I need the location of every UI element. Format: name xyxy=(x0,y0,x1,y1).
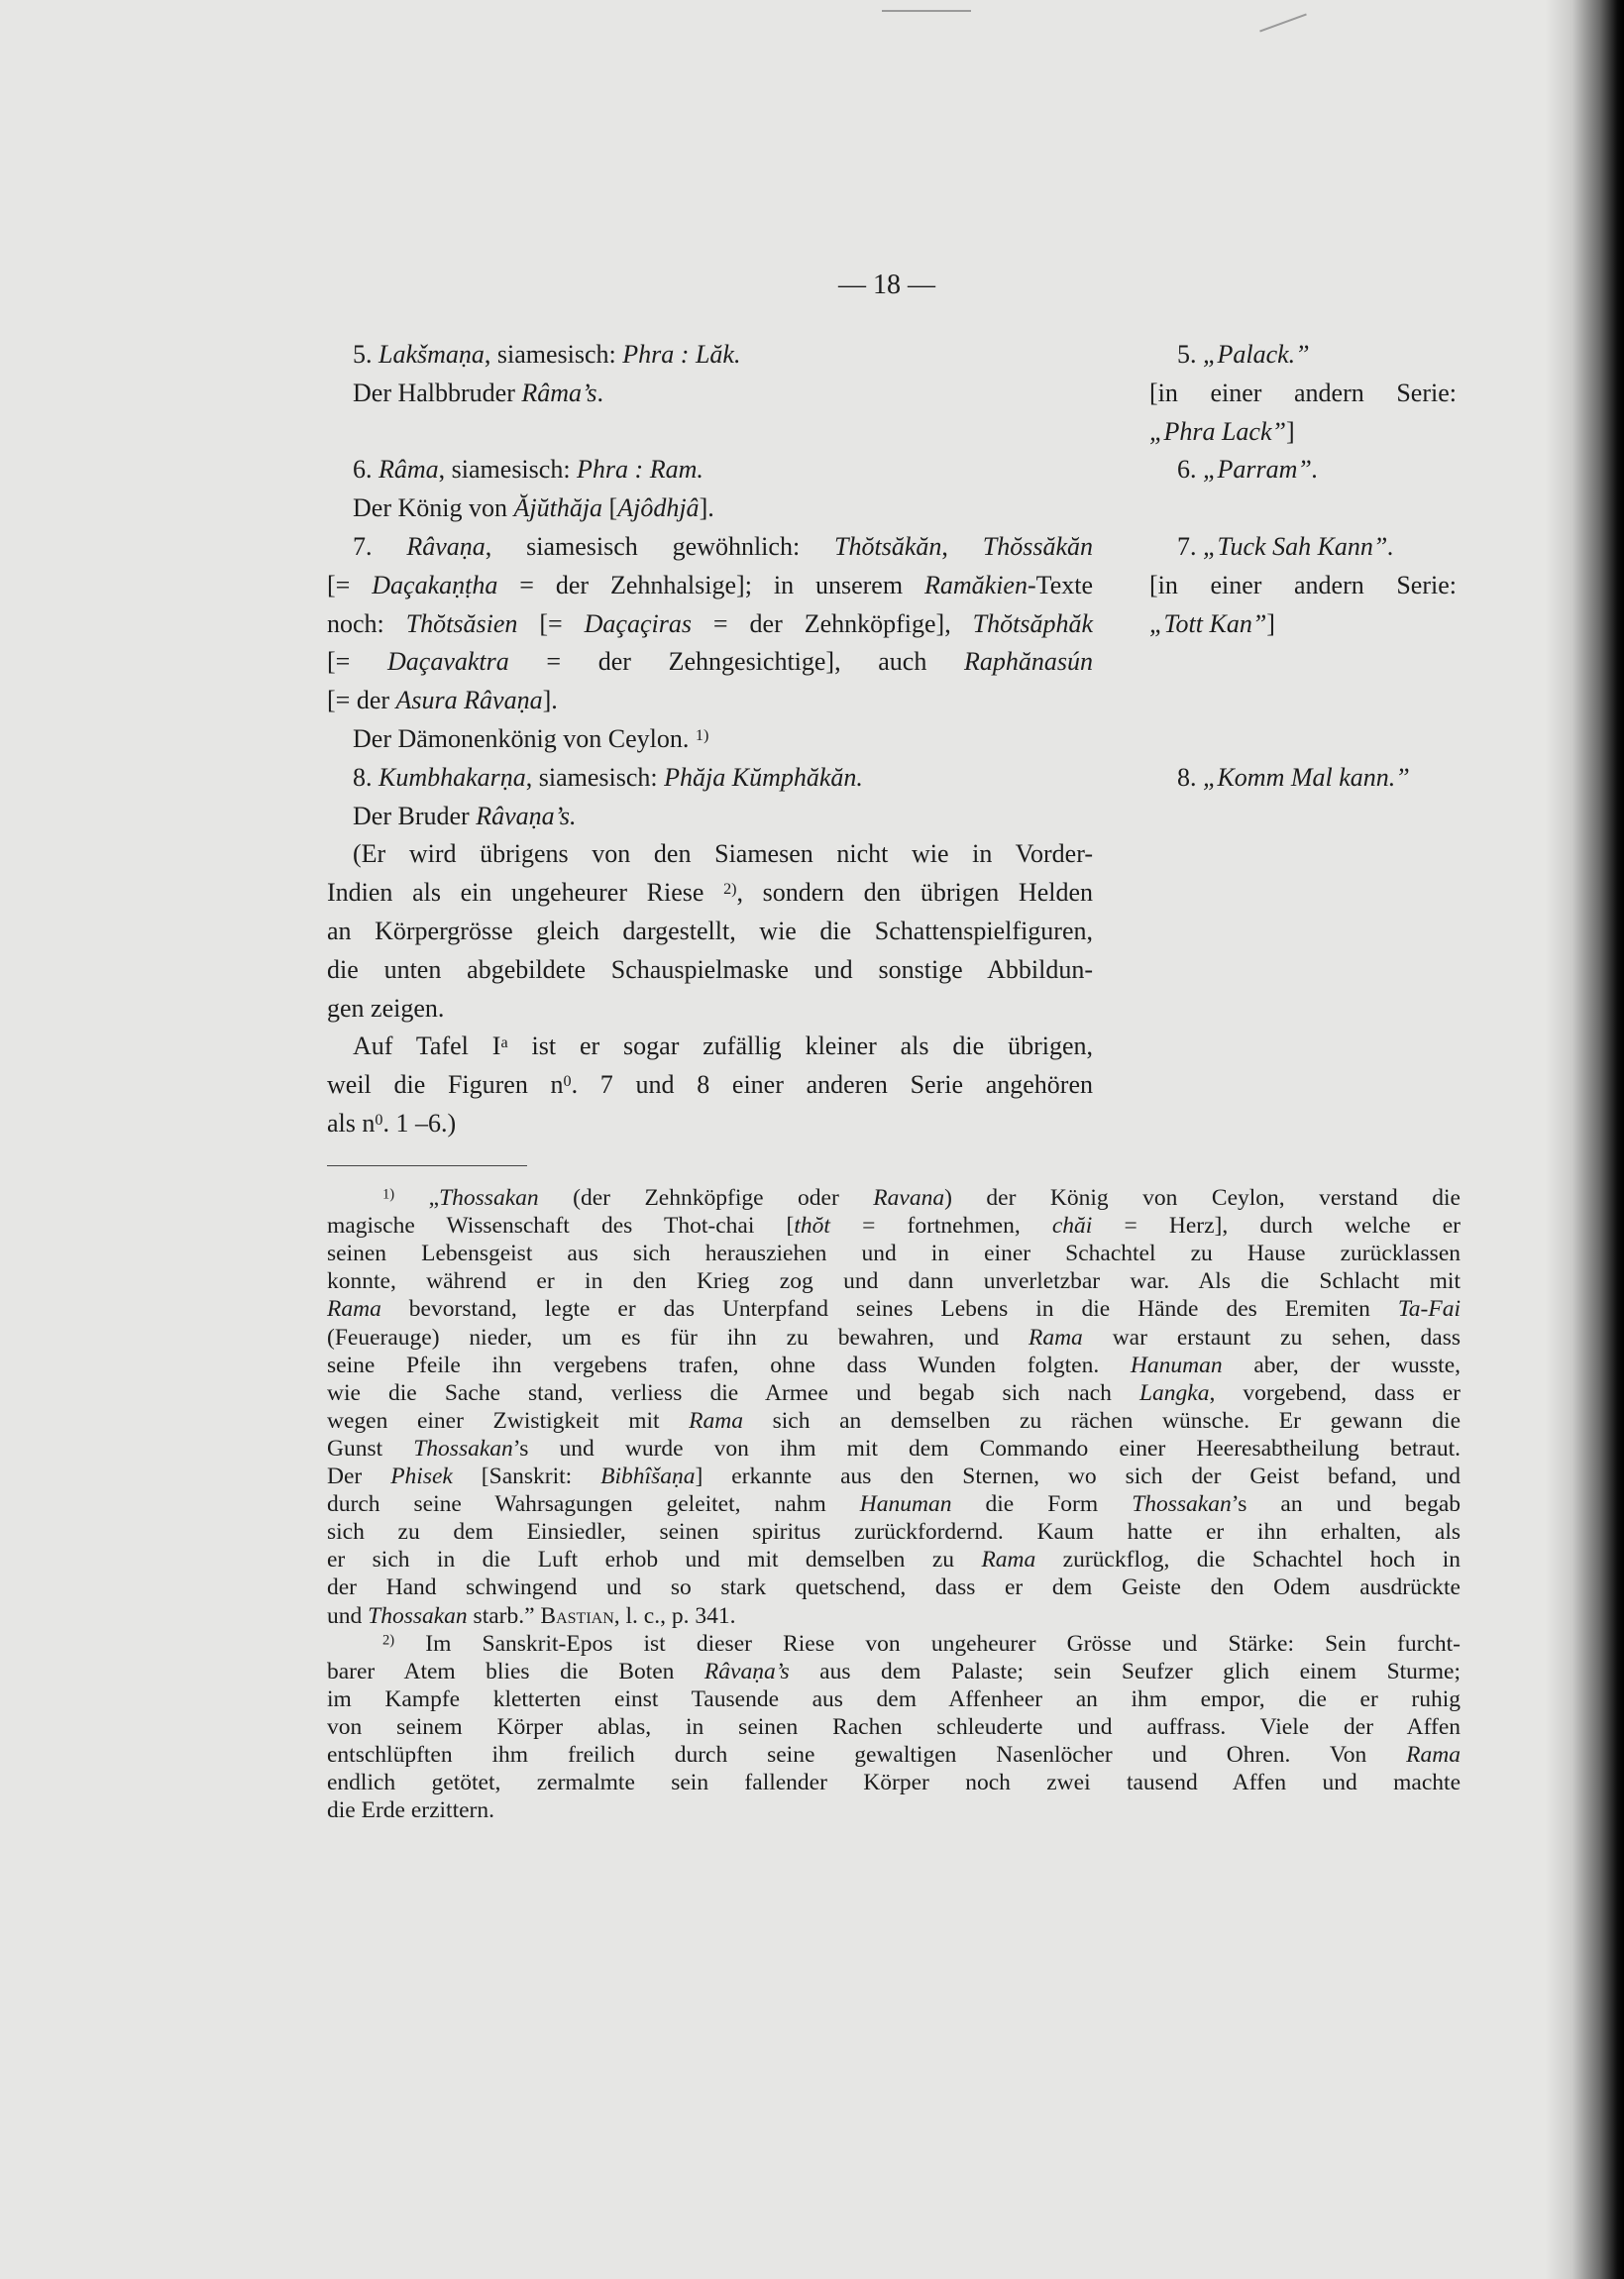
text-segment: 5. xyxy=(1177,340,1203,369)
text-line xyxy=(327,643,1093,682)
text-line xyxy=(1149,720,1457,759)
italic-term: „Phra Lack” xyxy=(1149,416,1286,446)
footnote-line xyxy=(327,1630,1461,1658)
text-segment: Der Bruder xyxy=(353,801,477,830)
text-segment: [= xyxy=(327,647,387,677)
text-segment: ]. xyxy=(699,493,714,523)
text-segment: ) der König von Ceylon, verstand die xyxy=(944,1185,1461,1211)
text-segment: [ xyxy=(602,493,618,523)
text-segment: [= xyxy=(327,570,373,599)
footnotes xyxy=(327,1184,1461,1838)
text-segment: aber, der wusste, xyxy=(1222,1352,1461,1378)
text-segment: ] xyxy=(1266,608,1275,638)
text-segment: konnte, während er in den Krieg zog und dann unverletzbar war. Als die Schlacht mit xyxy=(327,1268,1461,1295)
text-segment: = Herz], durch welche er xyxy=(1092,1213,1462,1240)
italic-term: Bibhîšaṇa xyxy=(600,1464,696,1489)
superscript-marker: 2) xyxy=(382,1632,395,1649)
text-segment: ] erkannte aus den Sternen, wo sich der Geist befand, und xyxy=(695,1464,1461,1489)
text-segment: „ xyxy=(394,1185,440,1211)
text-segment: Der xyxy=(327,1464,391,1489)
italic-term: Râma’s xyxy=(521,378,597,407)
italic-term: Thŏssăkăn xyxy=(982,532,1093,561)
text-segment: entschlüpften ihm freilich durch seine gewaltigen Nasenlöcher und Ohren. Von xyxy=(327,1742,1407,1768)
text-line xyxy=(327,375,1093,413)
footnote-line xyxy=(327,1435,1461,1463)
italic-term: Asura Râvaṇa xyxy=(395,686,543,715)
footnote-line xyxy=(327,1769,1461,1796)
italic-term: „Tott Kan” xyxy=(1149,608,1267,638)
text-segment: aus dem Palaste; sein Seufzer glich einem Sturme; xyxy=(789,1658,1461,1684)
footnote-line xyxy=(327,1490,1461,1518)
text-segment: bevorstand, legte er das Unterpfand seines Lebens in die Hände des Eremiten xyxy=(380,1296,1398,1323)
text-segment: [in einer andern Serie: xyxy=(1149,378,1457,407)
footnote-line xyxy=(327,1407,1461,1435)
italic-term: Rama xyxy=(327,1296,381,1323)
text-segment: von seinem Körper ablas, in seinen Rachen schleuderte und auffrass. Viele der Affen xyxy=(327,1713,1461,1740)
text-segment: war erstaunt zu sehen, dass xyxy=(1082,1324,1461,1351)
text-segment: 8. xyxy=(353,762,379,792)
text-line xyxy=(1149,528,1457,567)
footnote-line xyxy=(327,1324,1461,1352)
text-segment: 5. xyxy=(353,340,379,369)
footnote-line xyxy=(327,1574,1461,1601)
text-segment: (der Zehnköpfige oder xyxy=(538,1185,874,1211)
text-segment: starb.” xyxy=(467,1602,541,1629)
text-line xyxy=(327,874,1093,913)
text-segment: (Er wird übrigens von den Siamesen nicht wie in Vorder- xyxy=(353,839,1093,869)
text-segment: sich zu dem Einsiedler, seinen spiritus zurückfordernd. Kaum hatte er ihn erhalten, als xyxy=(327,1519,1461,1546)
italic-term: Ăjŭthăja xyxy=(513,493,603,523)
text-segment: = fortnehmen, xyxy=(829,1213,1052,1240)
page-edge-shadow xyxy=(1545,0,1624,2279)
footnote-line xyxy=(327,1240,1461,1267)
italic-term: thŏt xyxy=(794,1213,830,1240)
footnote-line xyxy=(327,1658,1461,1685)
italic-term: Thŏtsăkăn xyxy=(834,532,942,561)
footnote-separator xyxy=(327,1165,527,1166)
superscript-marker: 0 xyxy=(563,1072,572,1090)
italic-term: Daçaçiras xyxy=(584,608,692,638)
footnote-line xyxy=(327,1546,1461,1574)
italic-term: chăi xyxy=(1051,1213,1093,1240)
text-line xyxy=(327,1066,1093,1105)
footnote-line xyxy=(327,1796,1461,1824)
footnote-line xyxy=(327,1602,1461,1630)
text-line xyxy=(1149,682,1457,720)
italic-term: „Palack.” xyxy=(1203,340,1310,369)
text-line xyxy=(1149,605,1457,644)
text-line xyxy=(1149,759,1457,798)
italic-term: Daçakaṇṭha xyxy=(372,570,498,599)
italic-term: Rama xyxy=(981,1547,1036,1574)
italic-term: „Tuck Sah Kann”. xyxy=(1203,532,1394,561)
text-segment: , sondern den übrigen Helden xyxy=(736,878,1093,908)
text-line xyxy=(1149,336,1457,375)
italic-term: „Parram”. xyxy=(1203,455,1319,485)
text-segment: 7. xyxy=(1177,532,1203,561)
text-segment: , siamesisch: xyxy=(438,455,578,485)
text-segment: , siamesisch: xyxy=(484,340,623,369)
text-segment: Gunst xyxy=(327,1435,414,1462)
text-segment: [= der xyxy=(327,686,396,715)
text-segment: seinen Lebensgeist aus sich herausziehen und in einer Schachtel zu Hause zurücklassen xyxy=(327,1241,1461,1267)
italic-term: Langka xyxy=(1138,1379,1210,1406)
text-line xyxy=(1149,375,1457,413)
italic-term: Ramăkien xyxy=(924,570,1028,599)
footnote-line xyxy=(327,1685,1461,1713)
text-segment: noch: xyxy=(327,608,406,638)
text-line xyxy=(327,489,1093,528)
text-segment: . 1 –6.) xyxy=(382,1109,457,1138)
text-segment: wie die Sache stand, verliess die Armee und begab sich nach xyxy=(327,1379,1139,1406)
text-segment: gen zeigen. xyxy=(327,993,445,1023)
text-segment: Auf Tafel I xyxy=(353,1031,501,1061)
main-text-column xyxy=(327,336,1093,1148)
italic-term: Rama xyxy=(689,1407,743,1434)
text-segment: -Texte xyxy=(1027,570,1093,599)
footnote-line xyxy=(327,1741,1461,1769)
text-segment: . xyxy=(596,378,603,407)
text-line xyxy=(327,759,1093,798)
text-segment: magische Wissenschaft des Thot-chai [ xyxy=(327,1213,795,1240)
footnote-line xyxy=(327,1267,1461,1295)
text-segment: die unten abgebildete Schauspielmaske und sonstige Abbildun- xyxy=(327,954,1093,984)
italic-term: Kumbhakarṇa xyxy=(379,762,526,792)
italic-term: Râma xyxy=(379,455,439,485)
italic-term: Thossakan xyxy=(368,1602,468,1629)
text-line xyxy=(327,528,1093,567)
text-segment: seine Pfeile ihn vergebens trafen, ohne dass Wunden folgten. xyxy=(327,1352,1131,1378)
italic-term: Phăja Kŭmphăkăn. xyxy=(664,762,863,792)
superscript-marker: a xyxy=(500,1034,508,1052)
text-line xyxy=(327,990,1093,1029)
text-line xyxy=(327,567,1093,605)
text-line xyxy=(327,798,1093,836)
italic-term: Ta-Fai xyxy=(1397,1296,1461,1323)
author-name: Bastian xyxy=(540,1602,614,1629)
text-line xyxy=(327,951,1093,990)
superscript-marker: 1) xyxy=(695,726,709,744)
text-segment: Im Sanskrit-Epos ist dieser Riese von ungeheurer Grösse und Stärke: Sein furcht- xyxy=(394,1630,1461,1657)
italic-term: „Komm Mal kann.” xyxy=(1203,762,1410,792)
text-segment: Der König von xyxy=(353,493,514,523)
text-line xyxy=(1149,451,1457,489)
text-line xyxy=(327,1028,1093,1066)
text-segment: ] xyxy=(1285,416,1295,446)
italic-term: Thossakan xyxy=(439,1185,539,1211)
text-line xyxy=(327,451,1093,489)
italic-term: Ravana xyxy=(873,1185,945,1211)
text-line xyxy=(327,682,1093,720)
footnote-line xyxy=(327,1463,1461,1490)
text-segment: Der Halbbruder xyxy=(353,378,522,407)
text-line xyxy=(327,336,1093,375)
italic-term: Râvaṇa’s xyxy=(704,1658,790,1684)
text-line xyxy=(1149,567,1457,605)
text-segment: = der Zehnköpfige], xyxy=(691,608,973,638)
italic-term: Phra : Lăk. xyxy=(622,340,741,369)
text-segment: ist er sogar zufällig kleiner als die übrigen, xyxy=(507,1031,1094,1061)
text-segment: , siamesisch gewöhnlich: xyxy=(485,532,835,561)
italic-term: Raphănasún xyxy=(964,647,1094,677)
text-segment: durch seine Wahrsagungen geleitet, nahm xyxy=(327,1491,860,1518)
text-segment: , l. c., p. 341. xyxy=(613,1602,736,1629)
text-line xyxy=(327,835,1093,874)
italic-term: Phra : Ram. xyxy=(577,455,704,485)
text-segment: zurückflog, die Schachtel hoch in xyxy=(1035,1547,1462,1574)
italic-term: Daçavaktra xyxy=(387,647,509,677)
text-line xyxy=(327,413,1093,452)
text-segment: . 7 und 8 einer anderen Serie angehören xyxy=(571,1070,1093,1100)
superscript-marker: 0 xyxy=(375,1111,383,1129)
text-segment: = der Zehnhalsige]; in unserem xyxy=(497,570,924,599)
page-number: — 18 — xyxy=(838,270,935,300)
text-segment: wegen einer Zwistigkeit mit xyxy=(327,1407,690,1434)
text-segment: die Form xyxy=(951,1491,1133,1518)
italic-term: Thossakan xyxy=(1132,1491,1232,1518)
text-segment: als n xyxy=(327,1109,376,1138)
footnote-line xyxy=(327,1713,1461,1741)
italic-term: Ajôdhjâ xyxy=(617,493,700,523)
text-segment: , xyxy=(941,532,983,561)
text-segment: Indien als ein ungeheurer Riese xyxy=(327,878,724,908)
text-line xyxy=(327,1105,1093,1143)
text-segment: barer Atem blies die Boten xyxy=(327,1658,704,1684)
text-segment: und xyxy=(327,1602,369,1629)
italic-term: Lakšmaṇa xyxy=(379,340,485,369)
italic-term: Thŏtsăphăk xyxy=(972,608,1093,638)
text-segment: er sich in die Luft erhob und mit demselben zu xyxy=(327,1547,982,1574)
italic-term: Rama xyxy=(1406,1742,1461,1768)
text-segment: die Erde erzittern. xyxy=(327,1797,494,1824)
italic-term: Thossakan xyxy=(413,1435,513,1462)
italic-term: Râvaṇa xyxy=(406,532,486,561)
italic-term: Phisek xyxy=(390,1464,453,1489)
italic-term: Thŏtsăsien xyxy=(405,608,518,638)
text-line xyxy=(1149,413,1457,452)
text-segment: ]. xyxy=(542,686,558,715)
english-names-column xyxy=(1149,336,1457,812)
text-segment: sich an demselben zu rächen wünsche. Er gewann die xyxy=(743,1407,1461,1434)
text-segment: im Kampfe kletterten einst Tausende aus dem Affenheer an ihm empor, die er ruhig xyxy=(327,1685,1461,1712)
text-segment: der Hand schwingend und so stark quetschend, dass er dem Geiste den Odem ausdrückte xyxy=(327,1574,1461,1601)
superscript-marker: 2) xyxy=(723,880,737,898)
footnote-line xyxy=(327,1212,1461,1240)
italic-term: Hanuman xyxy=(1130,1352,1223,1378)
text-segment: 6. xyxy=(1177,455,1203,485)
text-segment: [in einer andern Serie: xyxy=(1149,570,1457,599)
footnote-line xyxy=(327,1379,1461,1407)
italic-term: Hanuman xyxy=(859,1491,952,1518)
text-segment: 6. xyxy=(353,455,379,485)
text-segment: 7. xyxy=(353,532,407,561)
text-segment: 8. xyxy=(1177,762,1203,792)
text-line xyxy=(1149,489,1457,528)
text-segment: weil die Figuren n xyxy=(327,1070,564,1100)
text-segment: ’s und wurde von ihm mit dem Commando einer Heeresabtheilung betraut. xyxy=(512,1435,1461,1462)
text-segment: endlich getötet, zermalmte sein fallender Körper noch zwei tausend Affen und machte xyxy=(327,1770,1461,1796)
text-segment: [Sanskrit: xyxy=(452,1464,601,1489)
text-segment: an Körpergrösse gleich dargestellt, wie die Schattenspielfiguren, xyxy=(327,917,1093,945)
text-segment: [= xyxy=(517,608,585,638)
text-segment: = der Zehngesichtige], auch xyxy=(508,647,965,677)
text-segment: ’s an und begab xyxy=(1231,1491,1462,1518)
italic-term: Râvaṇa’s. xyxy=(476,801,577,830)
paper-tear-mark xyxy=(1259,14,1307,33)
footnote-line xyxy=(327,1518,1461,1546)
text-line xyxy=(1149,643,1457,682)
italic-term: Rama xyxy=(1028,1324,1083,1351)
footnote-line xyxy=(327,1295,1461,1323)
text-segment: , siamesisch: xyxy=(525,762,665,792)
text-segment: , vorgebend, dass er xyxy=(1209,1379,1461,1406)
text-segment: (Feuerauge) nieder, um es für ihn zu bewahren, und xyxy=(327,1324,1029,1351)
paper-tear-mark xyxy=(882,10,971,12)
text-line xyxy=(327,605,1093,644)
text-segment: Der Dämonenkönig von Ceylon. xyxy=(353,724,696,753)
footnote-line xyxy=(327,1352,1461,1379)
text-line xyxy=(327,720,1093,759)
footnote-line xyxy=(327,1184,1461,1212)
text-line xyxy=(327,913,1093,951)
superscript-marker: 1) xyxy=(382,1186,395,1203)
